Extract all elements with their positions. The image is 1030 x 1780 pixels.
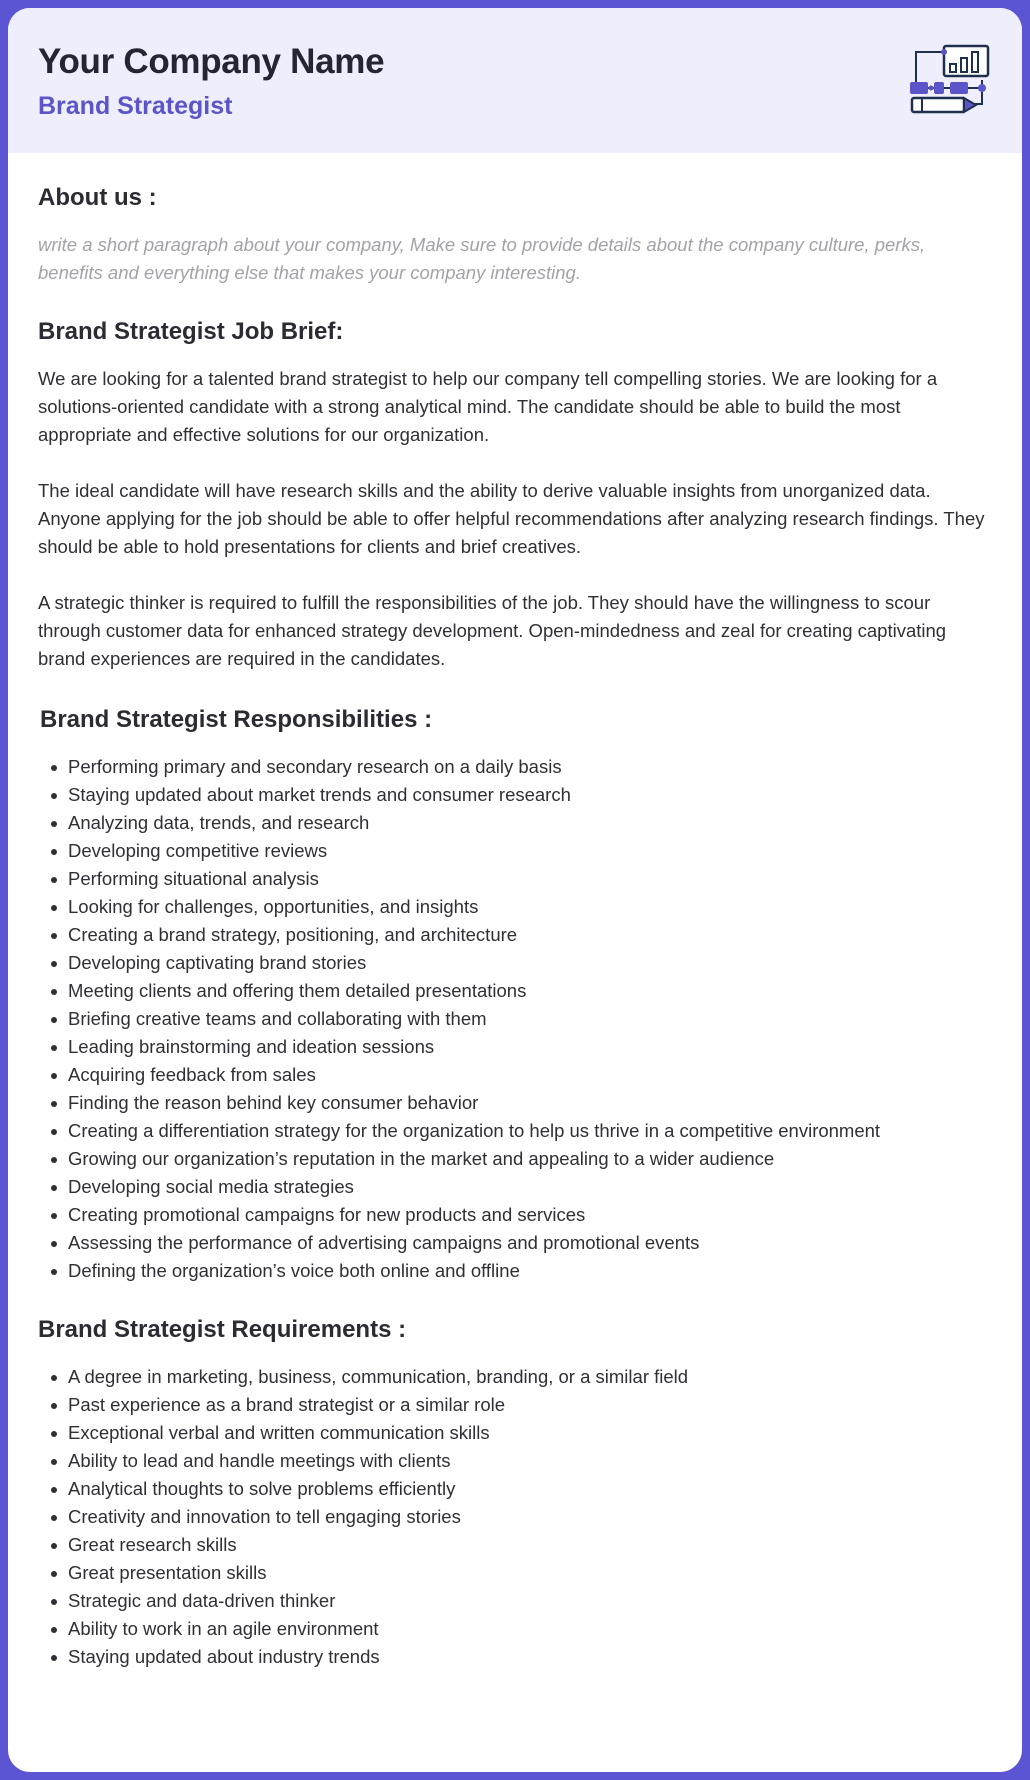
job-description-card bbox=[8, 8, 1022, 1772]
list-item: Creating a brand strategy, positioning, and architecture bbox=[38, 921, 986, 949]
list-item: Developing captivating brand stories bbox=[38, 949, 986, 977]
list-item: Developing competitive reviews bbox=[38, 837, 986, 865]
list-item: Performing situational analysis bbox=[38, 865, 986, 893]
company-name: Your Company Name bbox=[38, 42, 385, 81]
list-item: Acquiring feedback from sales bbox=[38, 1061, 986, 1089]
chart-pipeline-pencil-icon bbox=[910, 44, 990, 120]
main-content bbox=[8, 153, 1022, 1671]
list-item: Staying updated about industry trends bbox=[38, 1643, 986, 1671]
job-brief-title: Brand Strategist Job Brief: bbox=[38, 318, 344, 345]
list-item: Great presentation skills bbox=[38, 1559, 986, 1587]
list-item: Leading brainstorming and ideation sessions bbox=[38, 1033, 986, 1061]
list-item: Analyzing data, trends, and research bbox=[38, 809, 986, 837]
list-item: Performing primary and secondary research on a daily basis bbox=[38, 753, 986, 781]
header-banner bbox=[8, 8, 1022, 153]
job-brief-paragraph: The ideal candidate will have research skills and the ability to derive valuable insights from unorganized data. Anyone applying for the job should be able to offer helpful recommendations after analyzing research findings. They should be able to hold presentations for clients and brief creatives. bbox=[38, 480, 985, 557]
job-brief-paragraph: We are looking for a talented brand strategist to help our company tell compelling stories. We are looking for a solutions-oriented candidate with a strong analytical mind. The candidate should be able to build the most appropriate and effective solutions for our organization. bbox=[38, 368, 938, 445]
list-item: Defining the organization’s voice both online and offline bbox=[38, 1257, 986, 1285]
requirements-list bbox=[38, 1363, 986, 1671]
list-item: Ability to lead and handle meetings with clients bbox=[38, 1447, 986, 1475]
list-item: Creativity and innovation to tell engaging stories bbox=[38, 1503, 986, 1531]
list-item: Strategic and data-driven thinker bbox=[38, 1587, 986, 1615]
job-brief-paragraph: A strategic thinker is required to fulfill the responsibilities of the job. They should have the willingness to scour through customer data for enhanced strategy development. Open-mindedness and zeal for creating captivating brand experiences are required in the candidates. bbox=[38, 592, 947, 669]
list-item: Growing our organization’s reputation in the market and appealing to a wider audience bbox=[38, 1145, 986, 1173]
list-item: Staying updated about market trends and consumer research bbox=[38, 781, 986, 809]
list-item: Exceptional verbal and written communication skills bbox=[38, 1419, 986, 1447]
list-item: Creating promotional campaigns for new products and services bbox=[38, 1201, 986, 1229]
list-item: Creating a differentiation strategy for the organization to help us thrive in a competitive environment bbox=[38, 1117, 986, 1145]
job-title: Brand Strategist bbox=[38, 92, 233, 120]
list-item: Briefing creative teams and collaborating with them bbox=[38, 1005, 986, 1033]
list-item: Assessing the performance of advertising campaigns and promotional events bbox=[38, 1229, 986, 1257]
list-item: Ability to work in an agile environment bbox=[38, 1615, 986, 1643]
requirements-title: Brand Strategist Requirements : bbox=[38, 1316, 407, 1343]
about-placeholder-text: write a short paragraph about your company, Make sure to provide details about the company culture, perks, benefits and everything else that makes your company interesting. bbox=[38, 234, 926, 283]
list-item: Meeting clients and offering them detailed presentations bbox=[38, 977, 986, 1005]
responsibilities-title: Brand Strategist Responsibilities : bbox=[40, 706, 433, 733]
list-item: Looking for challenges, opportunities, and insights bbox=[38, 893, 986, 921]
list-item: A degree in marketing, business, communication, branding, or a similar field bbox=[38, 1363, 986, 1391]
list-item: Analytical thoughts to solve problems efficiently bbox=[38, 1475, 986, 1503]
list-item: Past experience as a brand strategist or a similar role bbox=[38, 1391, 986, 1419]
responsibilities-list bbox=[38, 753, 986, 1285]
list-item: Developing social media strategies bbox=[38, 1173, 986, 1201]
list-item: Great research skills bbox=[38, 1531, 986, 1559]
about-title: About us : bbox=[38, 184, 157, 211]
list-item: Finding the reason behind key consumer behavior bbox=[38, 1089, 986, 1117]
